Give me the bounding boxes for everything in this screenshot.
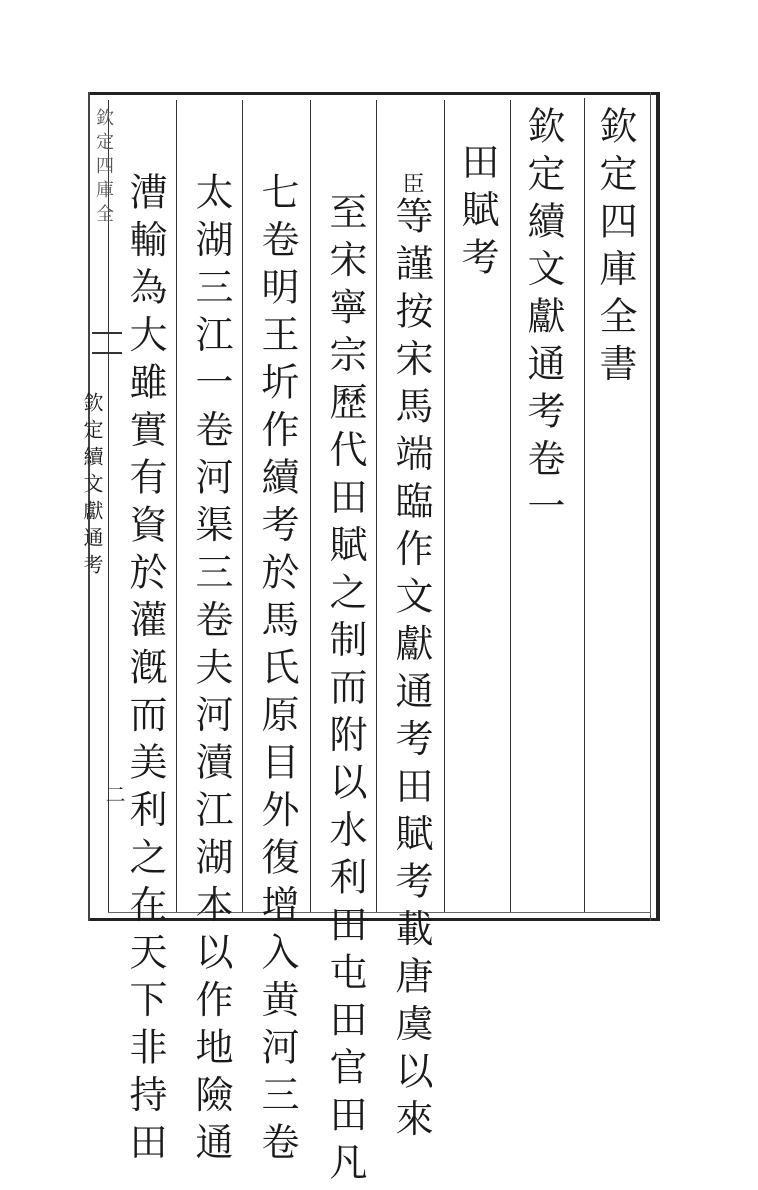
body-column-text: 等謹按宋馬端臨作文獻通考田賦考載唐虞以來 xyxy=(389,196,433,1146)
book-title: 欽定四庫全書 xyxy=(593,106,637,391)
frame-border-bottom xyxy=(88,918,660,921)
column-divider xyxy=(376,100,377,912)
body-column-1 xyxy=(389,172,433,1146)
column-divider xyxy=(310,100,311,912)
column-divider xyxy=(584,98,585,912)
page-frame xyxy=(80,92,658,1190)
frame-border-right xyxy=(656,92,660,921)
column-divider xyxy=(176,100,177,912)
page-number: 二 xyxy=(102,784,126,804)
column-divider xyxy=(444,100,445,912)
column-divider xyxy=(510,100,511,912)
column-divider xyxy=(242,100,243,912)
fishtail-mark xyxy=(92,332,122,354)
body-column-4: 太湖三江一卷河渠三卷夫河瀆江湖本以作地險通 xyxy=(189,172,233,1170)
margin-book-label: 欽定續文獻通考 xyxy=(80,392,104,581)
body-column-2: 至宋寧宗歷代田賦之制而附以水利田屯田官田凡 xyxy=(323,192,367,1190)
section-title: 田賦考 xyxy=(455,142,499,285)
frame-border-right-inner xyxy=(650,92,651,921)
body-column-5: 漕輸為大雖實有資於灌漑而美利之在天下非持田 xyxy=(123,172,167,1170)
body-column-3: 七卷明王圻作續考於馬氏原目外復增入黄河三卷 xyxy=(255,172,299,1170)
frame-border-top xyxy=(88,92,660,95)
minister-prefix: 臣 xyxy=(399,172,424,194)
edge-text-fragment: 欽定四庫全 xyxy=(93,108,114,228)
volume-title: 欽定續文獻通考卷一 xyxy=(521,106,565,534)
